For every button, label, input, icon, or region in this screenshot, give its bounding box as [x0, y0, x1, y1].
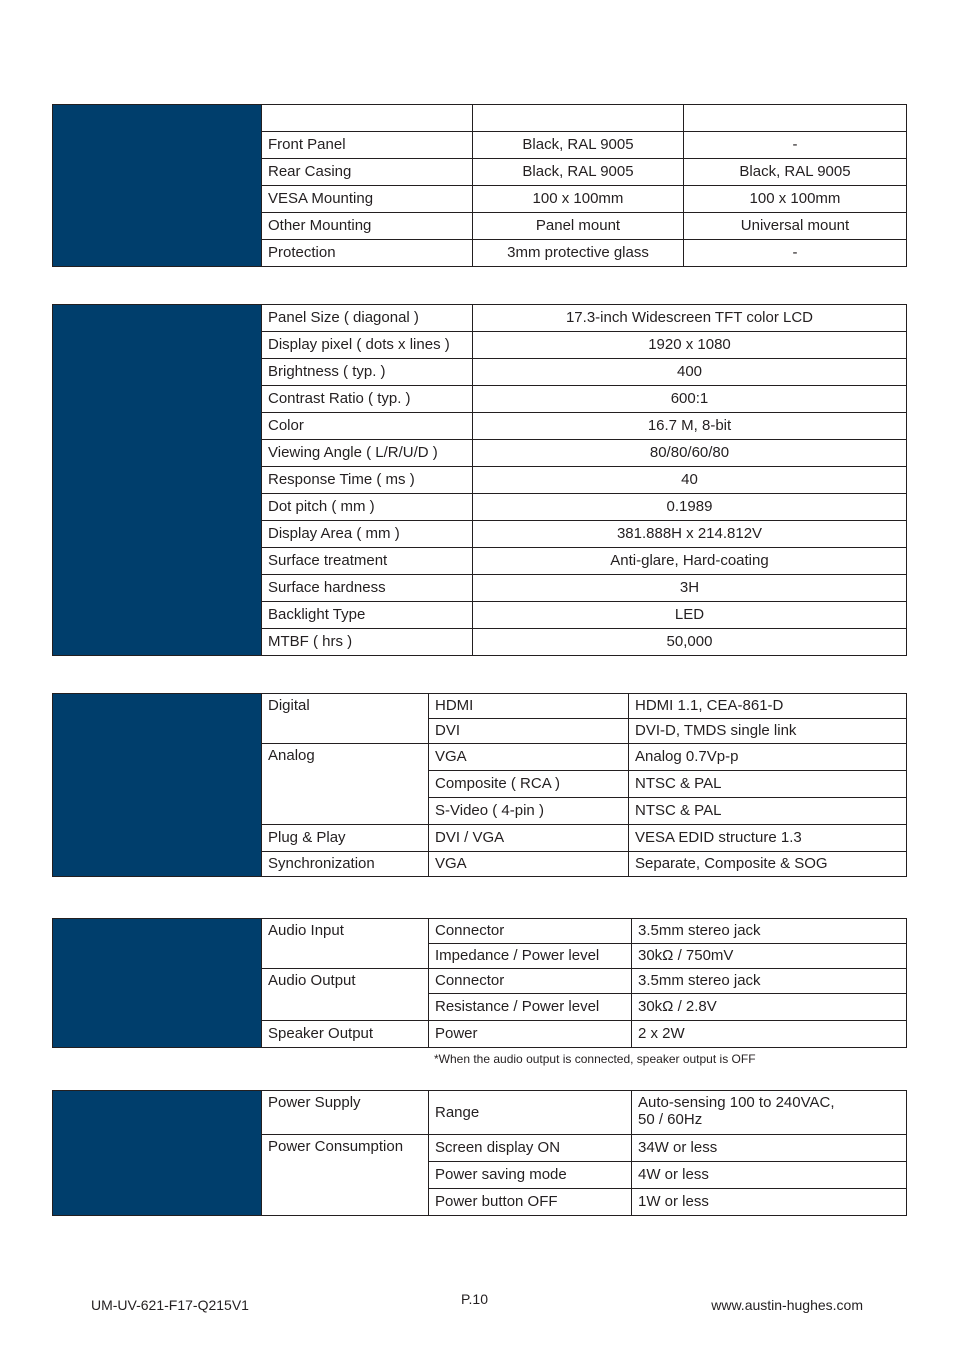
group-label: Audio Output [262, 969, 429, 1021]
row-value: Analog 0.7Vp-p [629, 744, 907, 771]
header-cell [473, 105, 684, 132]
row-label: Color [262, 413, 473, 440]
row-label: VESA Mounting [262, 186, 473, 213]
row-item: Power saving mode [429, 1162, 632, 1189]
row-label: Brightness ( typ. ) [262, 359, 473, 386]
table-row [53, 305, 907, 332]
row-value: Panel mount [473, 213, 684, 240]
row-item: Power button OFF [429, 1189, 632, 1216]
group-label: Digital [262, 694, 429, 744]
row-label: Surface hardness [262, 575, 473, 602]
group-label: Audio Input [262, 919, 429, 969]
row-label: Display Area ( mm ) [262, 521, 473, 548]
row-value: 40 [473, 467, 907, 494]
physical-spec-table [52, 104, 907, 267]
row-value: Separate, Composite & SOG [629, 852, 907, 877]
row-value: 16.7 M, 8-bit [473, 413, 907, 440]
row-item: Connector [429, 919, 632, 944]
row-value: Black, RAL 9005 [684, 159, 907, 186]
row-value: 100 x 100mm [473, 186, 684, 213]
group-label: Analog [262, 744, 429, 825]
row-value: - [684, 240, 907, 267]
row-label: Other Mounting [262, 213, 473, 240]
row-item: S-Video ( 4-pin ) [429, 798, 629, 825]
range-line-2: 50 / 60Hz [638, 1111, 703, 1129]
row-value: NTSC & PAL [629, 771, 907, 798]
audio-footnote: *When the audio output is connected, speaker output is OFF [434, 1052, 756, 1066]
row-label: Protection [262, 240, 473, 267]
row-item: Screen display ON [429, 1135, 632, 1162]
row-item: HDMI [429, 694, 629, 719]
row-value: 30kΩ / 2.8V [632, 994, 907, 1021]
row-item: Range [429, 1091, 632, 1135]
row-value: 3.5mm stereo jack [632, 969, 907, 994]
row-label: MTBF ( hrs ) [262, 629, 473, 656]
row-value: 17.3-inch Widescreen TFT color LCD [473, 305, 907, 332]
row-label: Display pixel ( dots x lines ) [262, 332, 473, 359]
row-value: 0.1989 [473, 494, 907, 521]
group-label: Power Consumption [262, 1135, 429, 1216]
row-label: Surface treatment [262, 548, 473, 575]
row-value [632, 1091, 907, 1135]
header-cell [684, 105, 907, 132]
section-sidebar [53, 694, 262, 877]
row-value: 381.888H x 214.812V [473, 521, 907, 548]
row-value: 1W or less [632, 1189, 907, 1216]
power-spec-table [52, 1090, 907, 1216]
section-sidebar [53, 305, 262, 656]
row-value: Black, RAL 9005 [473, 159, 684, 186]
row-value: Black, RAL 9005 [473, 132, 684, 159]
row-item: Impedance / Power level [429, 944, 632, 969]
group-label: Synchronization [262, 852, 429, 877]
row-value: Universal mount [684, 213, 907, 240]
row-value: LED [473, 602, 907, 629]
row-value: 3H [473, 575, 907, 602]
row-value: NTSC & PAL [629, 798, 907, 825]
row-label: Panel Size ( diagonal ) [262, 305, 473, 332]
row-label: Contrast Ratio ( typ. ) [262, 386, 473, 413]
group-label: Power Supply [262, 1091, 429, 1135]
row-label: Response Time ( ms ) [262, 467, 473, 494]
row-value: 2 x 2W [632, 1021, 907, 1048]
page-number: P.10 [461, 1291, 488, 1307]
website-link[interactable]: www.austin-hughes.com [711, 1297, 863, 1313]
row-item: DVI [429, 719, 629, 744]
row-value: VESA EDID structure 1.3 [629, 825, 907, 852]
audio-spec-table [52, 918, 907, 1048]
doc-id: UM-UV-621-F17-Q215V1 [91, 1297, 249, 1313]
input-spec-table [52, 693, 907, 877]
row-value: 1920 x 1080 [473, 332, 907, 359]
header-cell [262, 105, 473, 132]
range-line-1: Auto-sensing 100 to 240VAC, [638, 1094, 835, 1111]
row-label: Dot pitch ( mm ) [262, 494, 473, 521]
row-item: VGA [429, 744, 629, 771]
row-item: Resistance / Power level [429, 994, 632, 1021]
row-label: Backlight Type [262, 602, 473, 629]
row-item: DVI / VGA [429, 825, 629, 852]
row-item: Connector [429, 969, 632, 994]
section-sidebar [53, 105, 262, 267]
row-label: Rear Casing [262, 159, 473, 186]
row-label: Front Panel [262, 132, 473, 159]
row-value: 30kΩ / 750mV [632, 944, 907, 969]
group-label: Speaker Output [262, 1021, 429, 1048]
row-value: 600:1 [473, 386, 907, 413]
row-value: 3.5mm stereo jack [632, 919, 907, 944]
table-row [53, 1091, 907, 1135]
row-value: - [684, 132, 907, 159]
row-value: Anti-glare, Hard-coating [473, 548, 907, 575]
row-value: 4W or less [632, 1162, 907, 1189]
row-value: 34W or less [632, 1135, 907, 1162]
section-sidebar [53, 919, 262, 1048]
row-value: 100 x 100mm [684, 186, 907, 213]
row-value: 400 [473, 359, 907, 386]
table-row [53, 919, 907, 944]
row-value: 3mm protective glass [473, 240, 684, 267]
group-label: Plug & Play [262, 825, 429, 852]
row-item: Composite ( RCA ) [429, 771, 629, 798]
row-label: Viewing Angle ( L/R/U/D ) [262, 440, 473, 467]
row-value: DVI-D, TMDS single link [629, 719, 907, 744]
row-value: 80/80/60/80 [473, 440, 907, 467]
row-item: VGA [429, 852, 629, 877]
table-row [53, 694, 907, 719]
section-sidebar [53, 1091, 262, 1216]
lcd-spec-table [52, 304, 907, 656]
row-item: Power [429, 1021, 632, 1048]
row-value: 50,000 [473, 629, 907, 656]
row-value: HDMI 1.1, CEA-861-D [629, 694, 907, 719]
